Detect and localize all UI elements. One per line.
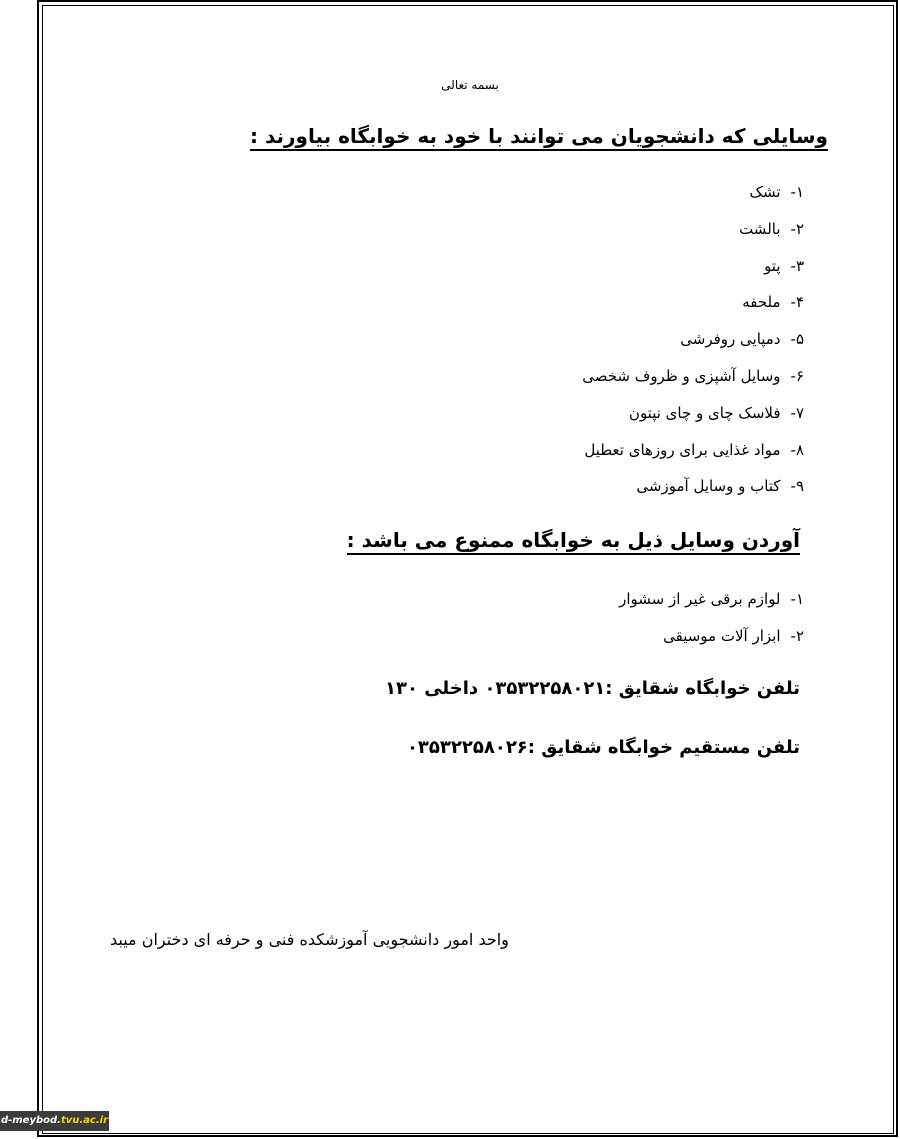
list-item: ۸-مواد غذایی برای روزهای تعطیل: [584, 440, 804, 459]
page-border-inner: [42, 5, 894, 1134]
list-item: ۶-وسایل آشپزی و ظروف شخصی: [582, 366, 804, 385]
dormitory-phone: تلفن خوابگاه شقایق :۰۳۵۳۲۲۵۸۰۲۱ داخلی ۱۳۰: [384, 678, 800, 699]
list-item: ۱-تشک: [749, 183, 804, 201]
watermark-prefix: d-meybod.: [0, 1115, 61, 1126]
list-item: ۱-لوازم برقی غیر از سشوار: [619, 590, 804, 608]
watermark-highlight: tvu.ac.ir: [60, 1115, 109, 1126]
list-item: ۲-بالشت: [739, 219, 804, 238]
list-item: ۵-دمپایی روفرشی: [680, 330, 804, 349]
prohibited-items-list: [619, 589, 804, 663]
footer-signature: واحد امور دانشجویی آموزشکده فنی و حرفه ای دختران میبد: [110, 930, 509, 949]
site-watermark: [0, 1111, 109, 1131]
list-item: ۴-ملحفه: [742, 293, 804, 312]
bismillah-heading: بسمه تعالی: [441, 78, 499, 92]
list-item: ۲-ابزار آلات موسیقی: [663, 626, 804, 645]
list-item: ۹-کتاب و وسایل آموزشی: [636, 477, 804, 496]
list-item: ۳-پتو: [764, 256, 804, 275]
list-item: ۷-فلاسک چای و چای نپتون: [628, 403, 804, 422]
allowed-items-title: وسایلی که دانشجویان می توانند با خود به خوابگاه بیاورند :: [250, 124, 828, 151]
allowed-items-list: [582, 182, 804, 513]
dormitory-direct-phone: تلفن مستقیم خوابگاه شقایق :۰۳۵۳۲۲۵۸۰۲۶: [406, 737, 800, 758]
prohibited-items-title: آوردن وسایل ذیل به خوابگاه ممنوع می باشد :: [347, 528, 800, 555]
